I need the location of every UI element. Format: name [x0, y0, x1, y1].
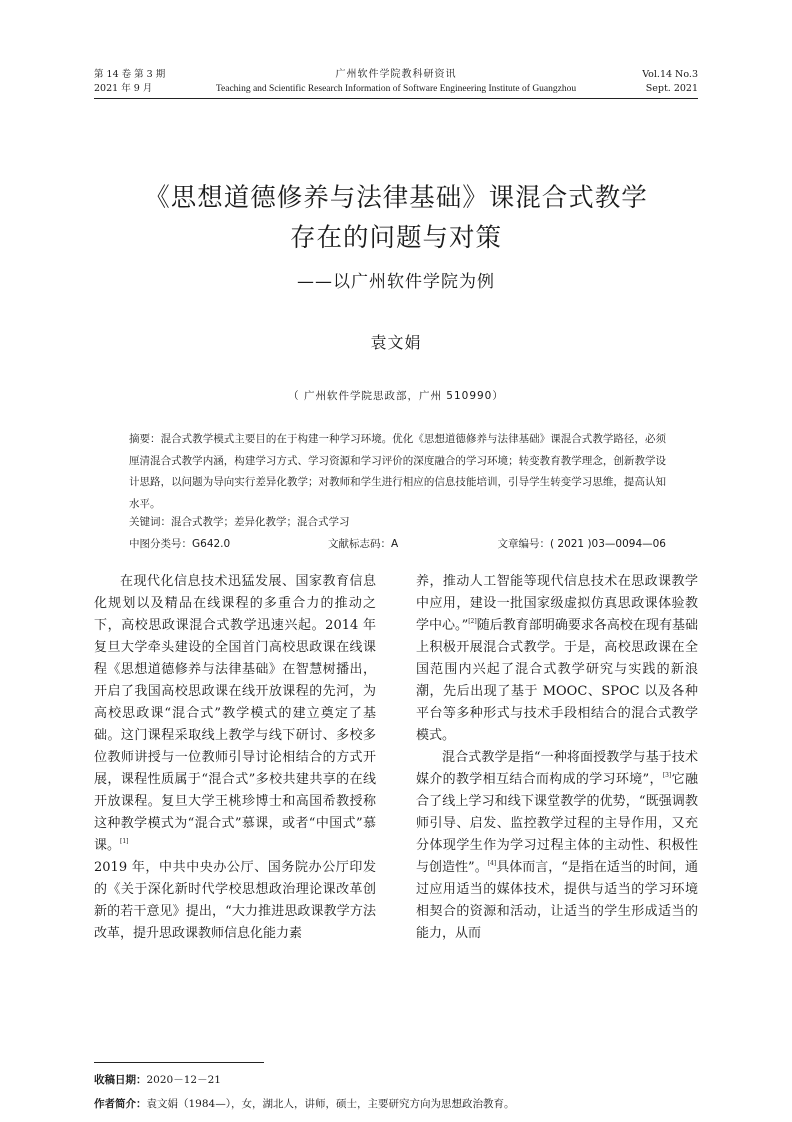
paragraph-text: 在现代化信息技术迅猛发展、国家教育信息化规划以及精品在线课程的多重合力的推动之下，高校思政课混合式教学迅速兴起。2014 年复旦大学牵头建设的全国首门高校思政课在线课程《思想道德修养与法律基础》在智慧树播出，开启了我国高校思政课在线开放课程的先河，为高校思政课“混合式”教学模式的建立奠定了基础。这门课程采取线上教学与线下研讨、多校多位教师讲授与一位教师引导讨论相结合的方式开展，课程性质属于“混合式”多校共建共享的在线开放课程。复旦大学王桃珍博士和高国希教授称这种教学模式为“混合式”慕课，或者“中国式”慕课。 — [94, 574, 376, 853]
body-paragraph — [94, 571, 376, 857]
received-date — [94, 1072, 698, 1087]
keywords — [129, 514, 666, 529]
author-affiliation: （ 广州软件学院思政部，广州 510990） — [288, 390, 504, 402]
issue-date-en-line: Sept. 2021 — [645, 83, 698, 94]
article-title-line2: 存在的问题与对策 — [289, 223, 502, 253]
citation-ref: [2] — [468, 618, 477, 625]
journal-name-cn: 广州软件学院教科研资讯 — [335, 69, 457, 80]
citation-ref: [1] — [120, 838, 129, 845]
abstract — [129, 429, 666, 515]
paragraph-text: 养，推动人工智能等现代信息技术在思政课教学中应用，建设一批国家级虚拟仿真思政课体验教学中心。” — [416, 574, 698, 633]
received-value: 2020－12－21 — [146, 1074, 221, 1086]
bio-label: 作者简介： — [94, 1098, 147, 1110]
body-paragraph — [416, 747, 698, 945]
header-rule — [94, 98, 698, 99]
bio-value: 袁文娟（1984—），女，湖北人，讲师，硕士，主要研究方向为思想政治教育。 — [146, 1098, 515, 1110]
body-column-right — [416, 571, 698, 945]
body-paragraph — [94, 857, 376, 945]
citation-ref: [4] — [487, 860, 497, 867]
citation-ref: [3] — [662, 772, 672, 779]
running-header — [94, 68, 698, 98]
keywords-label: 关键词： — [129, 516, 171, 528]
volume-issue-en-line: Vol.14 No.3 — [642, 69, 698, 80]
abstract-text: 混合式教学模式主要目的在于构建一种学习环境。优化《思想道德修养与法律基础》课混合式教学路径，必须厘清混合式教学内涵，构建学习方式、学习资源和学习评价的深度融合的学习环境；转变教育教学理念，创新教学设计思路，以问题为导向实行差异化教学；对教师和学生进行相应的信息技能培训，引导学生转变学习思维，提高认知水平。 — [129, 433, 667, 510]
classification-line — [129, 536, 666, 552]
body-column-left — [94, 571, 376, 945]
article-subtitle: ——以广州软件学院为例 — [297, 272, 495, 292]
paragraph-text: 混合式教学是指“一种将面授教学与基于技术媒介的教学相互结合而构成的学习环境”， — [416, 750, 698, 787]
document-code: 文献标志码：A — [328, 538, 399, 550]
received-label: 收稿日期： — [94, 1074, 147, 1086]
clc-number: 中图分类号：G642.0 — [129, 538, 231, 550]
paragraph-text: 具体而言，“是指在适当的时间，通过应用适当的媒体技术，提供与适当的学习环境相契合的资源和活动，让适当的学生形成适当的能力，从而 — [416, 860, 698, 941]
paragraph-text: 它融合了线上学习和线下课堂教学的优势，“既强调教师引导、启发、监控教学过程的主导作用，又充分体现学生作为学习过程主体的主动性、积极性与创造性”。 — [416, 772, 698, 875]
article-title-line1: 《思想道德修养与法律基础》课混合式教学 — [144, 183, 648, 213]
journal-name — [94, 68, 698, 96]
paragraph-text: 随后教育部明确要求各高校在现有基础上积极开展混合式教学。于是，高校思政课在全国范围内兴起了混合式教学研究与实践的新浪潮，先后出现了基于 MOOC、SPOC 以及各种平台等多种形式与技术手段相结合的混合式教学模式。 — [416, 618, 698, 743]
author-name: 袁文娟 — [370, 333, 422, 352]
abstract-label: 摘要： — [129, 433, 161, 445]
author-bio — [94, 1096, 698, 1111]
article-number: 文章编号：( 2021 )03—0094—06 — [497, 538, 666, 550]
volume-issue-en — [642, 68, 698, 96]
keywords-text: 混合式教学；差异化教学；混合式学习 — [171, 516, 350, 528]
issue-date-line: 2021 年 9 月 — [94, 83, 153, 94]
paragraph-text: 2019 年，中共中央办公厅、国务院办公厅印发的《关于深化新时代学校思想政治理论课改革创新的若干意见》提出，“大力推进思政课教学方法改革，提升思政课教师信息化能力素 — [94, 860, 376, 941]
journal-name-en: Teaching and Scientific Research Information of Software Engineering Institute of Guangzhou — [215, 84, 577, 94]
volume-issue-line: 第 14 卷 第 3 期 — [94, 69, 166, 80]
footnote-rule — [94, 1062, 264, 1063]
body-paragraph — [416, 571, 698, 747]
